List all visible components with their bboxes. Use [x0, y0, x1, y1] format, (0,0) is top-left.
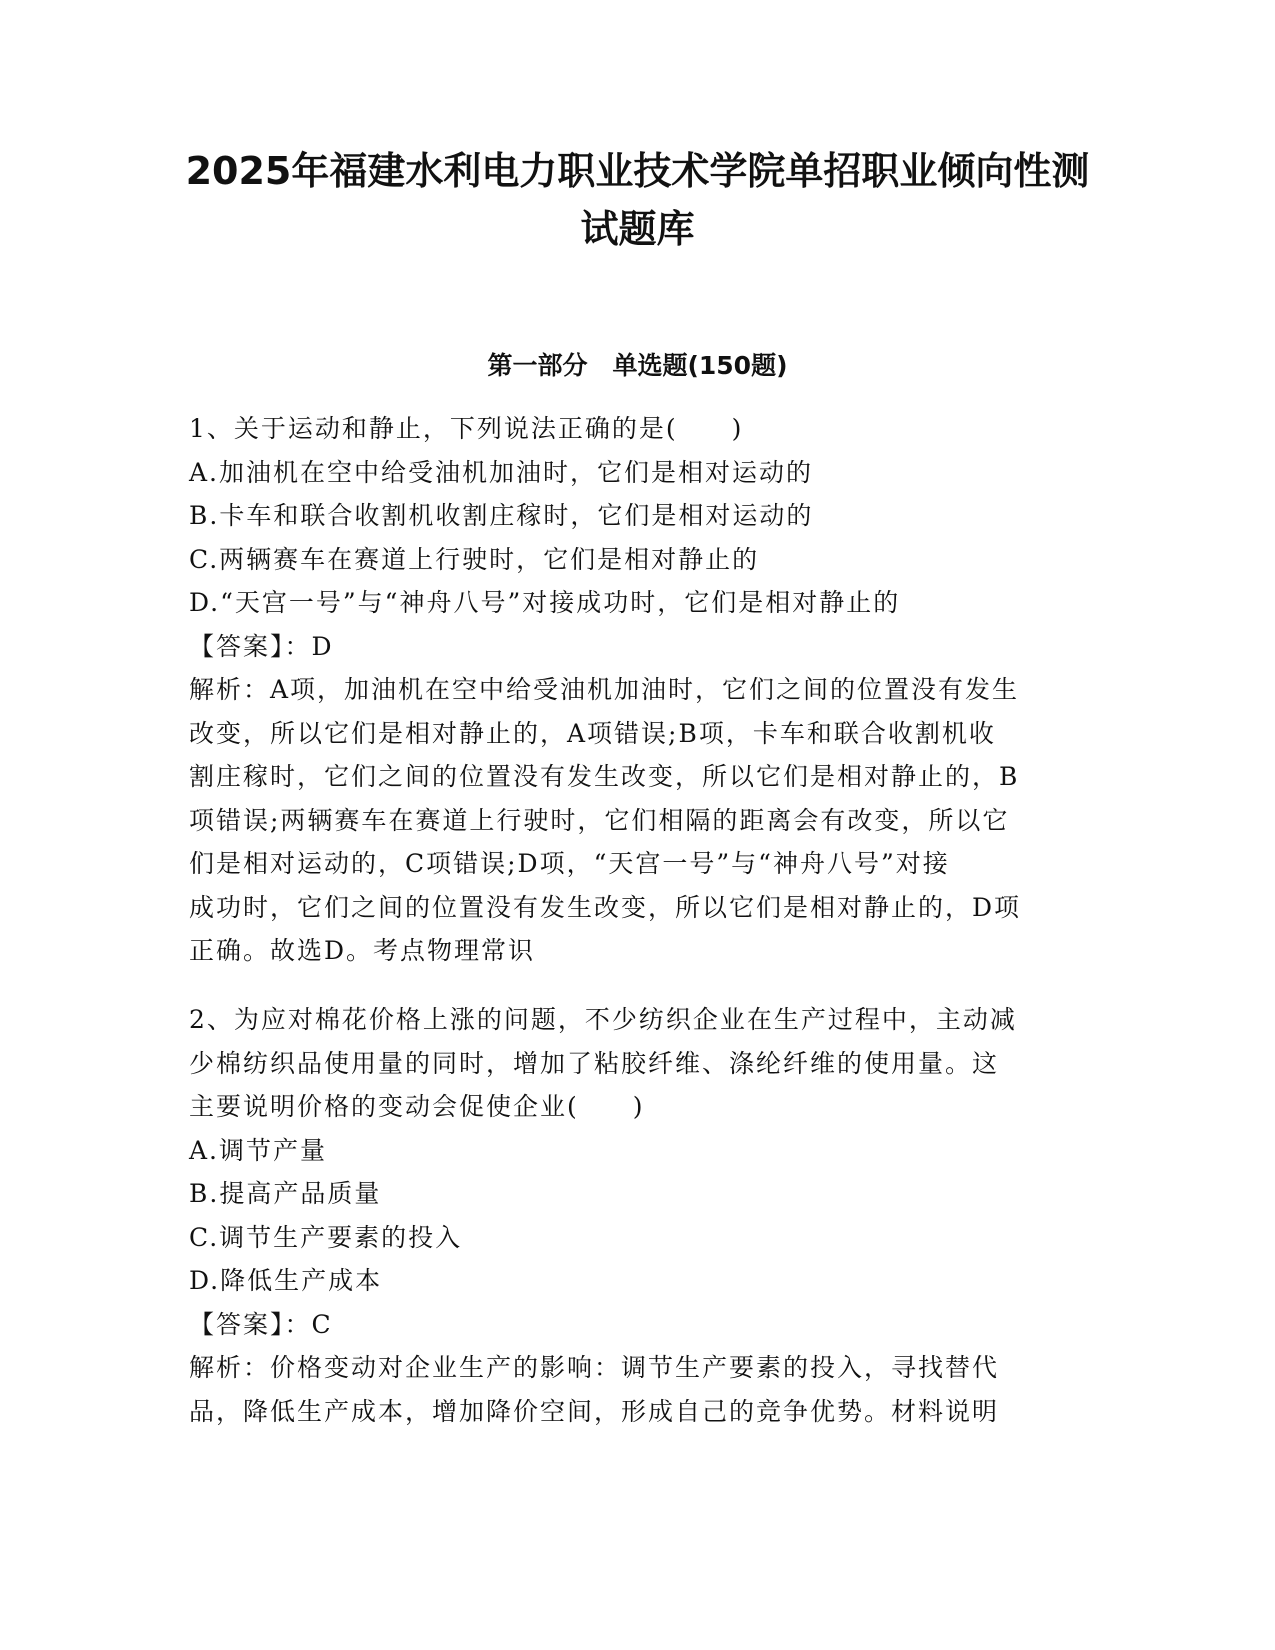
answer-line: 【答案】：C [189, 1309, 333, 1339]
analysis-line: 品，降低生产成本，增加降价空间，形成自己的竞争优势。材料说明 [189, 1396, 1000, 1426]
title-line-2: 试题库 [580, 207, 695, 251]
option-d: D.降低生产成本 [189, 1266, 383, 1295]
option-c: C.两辆赛车在赛道上行驶时，它们是相对静止的 [189, 544, 760, 574]
question-2 [189, 998, 1089, 1433]
question-stem: 主要说明价格的变动会促使企业( ) [189, 1092, 645, 1121]
question-stem: 少棉纺织品使用量的同时，增加了粘胶纤维、涤纶纤维的使用量。这 [189, 1048, 1000, 1078]
analysis-line: 改变，所以它们是相对静止的，A项错误;B项，卡车和联合收割机收 [189, 718, 996, 748]
document-title [150, 142, 1125, 258]
question-stem: 1、关于运动和静止，下列说法正确的是( ) [189, 414, 744, 443]
analysis-line: 正确。故选D。考点物理常识 [189, 936, 536, 965]
title-line-1: 2025年福建水利电力职业技术学院单招职业倾向性测 [185, 149, 1090, 193]
option-b: B.卡车和联合收割机收割庄稼时，它们是相对运动的 [189, 501, 814, 530]
analysis-line: 割庄稼时，它们之间的位置没有发生改变，所以它们是相对静止的，B [189, 762, 1020, 791]
option-b: B.提高产品质量 [189, 1179, 382, 1208]
question-1 [189, 407, 1089, 973]
answer-line: 【答案】：D [189, 631, 334, 661]
option-c: C.调节生产要素的投入 [189, 1222, 463, 1252]
analysis-paragraph [189, 1346, 1089, 1433]
option-a: A.调节产量 [189, 1135, 328, 1165]
option-d: D.“天宫一号”与“神舟八号”对接成功时，它们是相对静止的 [189, 588, 901, 617]
question-stem: 2、为应对棉花价格上涨的问题，不少纺织企业在生产过程中，主动减 [189, 1005, 1017, 1034]
option-a: A.加油机在空中给受油机加油时，它们是相对运动的 [189, 457, 814, 487]
analysis-line: 解析：价格变动对企业生产的影响：调节生产要素的投入，寻找替代 [189, 1353, 1000, 1382]
analysis-line: 项错误;两辆赛车在赛道上行驶时，它们相隔的距离会有改变，所以它 [189, 805, 1010, 835]
analysis-line: 们是相对运动的，C项错误;D项，“天宫一号”与“神舟八号”对接 [189, 849, 950, 878]
analysis-line: 解析：A项，加油机在空中给受油机加油时，它们之间的位置没有发生 [189, 675, 1020, 704]
analysis-line: 成功时，它们之间的位置没有发生改变，所以它们是相对静止的，D项 [189, 892, 1022, 922]
section-heading: 第一部分 单选题(150题) [487, 351, 788, 380]
analysis-paragraph [189, 668, 1089, 973]
